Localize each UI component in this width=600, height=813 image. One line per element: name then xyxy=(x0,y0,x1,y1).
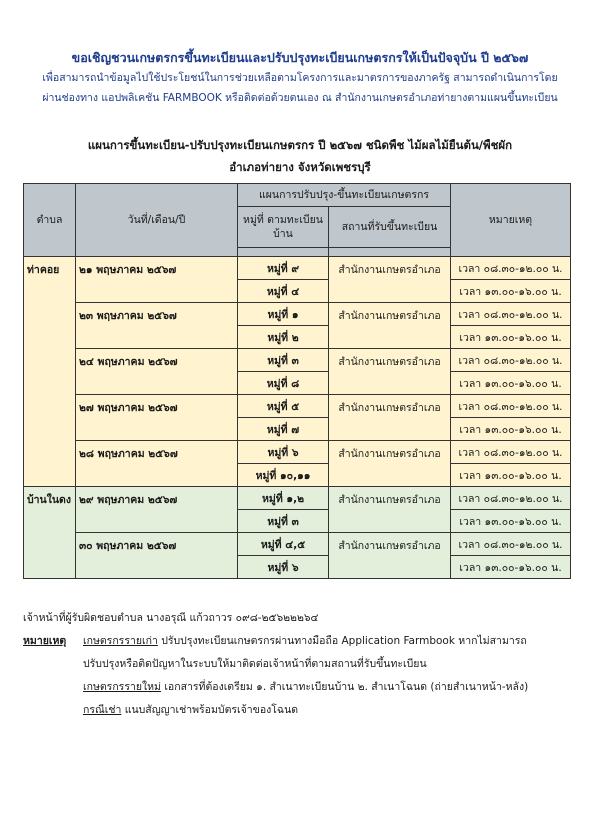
place-cell: สำนักงานเกษตรอำเภอ xyxy=(329,257,451,303)
village-cell: หมู่ที่ ๑ xyxy=(238,303,329,326)
time-note-cell: เวลา ๑๓.๐๐-๑๖.๐๐ น. xyxy=(451,280,571,303)
time-note-cell: เวลา ๐๘.๓๐-๑๒.๐๐ น. xyxy=(451,257,571,280)
time-note-cell: เวลา ๑๓.๐๐-๑๖.๐๐ น. xyxy=(451,556,571,579)
date-cell: ๒๓ พฤษภาคม ๒๕๖๗ xyxy=(76,303,238,349)
subdistrict-cell: ท่าคอย xyxy=(24,257,76,487)
old-farmer-text-2: ปรับปรุงหรือติดปัญหาในระบบให้มาติดต่อเจ้าหน้าที่ตามสถานที่รับขึ้นทะเบียน xyxy=(83,658,427,670)
header-place: สถานที่รับขึ้นทะเบียน xyxy=(329,207,451,248)
time-note-cell: เวลา ๐๘.๓๐-๑๒.๐๐ น. xyxy=(451,441,571,464)
village-cell: หมู่ที่ ๔,๕ xyxy=(238,533,329,556)
village-cell: หมู่ที่ ๓ xyxy=(238,510,329,533)
officer-contact: เจ้าหน้าที่ผู้รับผิดชอบตำบล นางอรุณี แก้วถาวร ๐๙๘-๒๕๖๒๒๒๖๔ xyxy=(23,612,319,624)
plan-subtitle: อำเภอท่ายาง จังหวัดเพชรบุรี xyxy=(229,160,371,174)
table-row xyxy=(24,349,571,372)
time-note-cell: เวลา ๐๘.๓๐-๑๒.๐๐ น. xyxy=(451,349,571,372)
village-cell: หมู่ที่ ๕ xyxy=(238,395,329,418)
header-plan-group: แผนการปรับปรุง-ขึ้นทะเบียนเกษตรกร xyxy=(238,184,451,207)
village-cell: หมู่ที่ ๗ xyxy=(238,418,329,441)
table-row xyxy=(24,441,571,464)
date-cell: ๒๙ พฤษภาคม ๒๕๖๗ xyxy=(76,487,238,533)
old-farmer-label: เกษตรกรรายเก่า xyxy=(83,635,158,647)
village-cell: หมู่ที่ ๖ xyxy=(238,441,329,464)
time-note-cell: เวลา ๐๘.๓๐-๑๒.๐๐ น. xyxy=(451,487,571,510)
village-cell: หมู่ที่ ๓ xyxy=(238,349,329,372)
lease-text: แนบสัญญาเช่าพร้อมบัตรเจ้าของโฉนด xyxy=(121,704,299,716)
schedule-table xyxy=(23,183,571,579)
table-row xyxy=(24,257,571,280)
time-note-cell: เวลา ๑๓.๐๐-๑๖.๐๐ น. xyxy=(451,326,571,349)
header-note: หมายเหตุ xyxy=(451,184,571,257)
table-row xyxy=(24,303,571,326)
place-cell: สำนักงานเกษตรอำเภอ xyxy=(329,349,451,395)
village-cell: หมู่ที่ ๑,๒ xyxy=(238,487,329,510)
time-note-cell: เวลา ๐๘.๓๐-๑๒.๐๐ น. xyxy=(451,395,571,418)
time-note-cell: เวลา ๑๓.๐๐-๑๖.๐๐ น. xyxy=(451,464,571,487)
date-cell: ๓๐ พฤษภาคม ๒๕๖๗ xyxy=(76,533,238,579)
place-cell: สำนักงานเกษตรอำเภอ xyxy=(329,441,451,487)
header-subdistrict: ตำบล xyxy=(24,184,76,257)
time-note-cell: เวลา ๑๓.๐๐-๑๖.๐๐ น. xyxy=(451,510,571,533)
note-label: หมายเหตุ xyxy=(23,635,67,647)
place-cell: สำนักงานเกษตรอำเภอ xyxy=(329,487,451,533)
announcement-header xyxy=(0,48,600,108)
announcement-title: ขอเชิญชวนเกษตรกรขึ้นทะเบียนและปรับปรุงทะเบียนเกษตรกรให้เป็นปัจจุบัน ปี ๒๕๖๗ xyxy=(71,50,529,65)
village-cell: หมู่ที่ ๔ xyxy=(238,280,329,303)
village-cell: หมู่ที่ ๘ xyxy=(238,372,329,395)
place-cell: สำนักงานเกษตรอำเภอ xyxy=(329,395,451,441)
new-farmer-label: เกษตรกรรายใหม่ xyxy=(83,681,161,693)
old-farmer-text: ปรับปรุงทะเบียนเกษตรกรผ่านทางมือถือ Application Farmbook หากไม่สามารถ xyxy=(157,635,527,647)
announcement-line-2: ผ่านช่องทาง แอปพลิเคชัน FARMBOOK หรือติดต่อด้วยตนเอง ณ สำนักงานเกษตรอำเภอท่ายางตามแผนขึ้นทะเบียน xyxy=(42,92,558,104)
header-village: หมู่ที่ ตามทะเบียนบ้าน xyxy=(238,207,329,248)
date-cell: ๒๘ พฤษภาคม ๒๕๖๗ xyxy=(76,441,238,487)
table-row xyxy=(24,533,571,556)
time-note-cell: เวลา ๑๓.๐๐-๑๖.๐๐ น. xyxy=(451,372,571,395)
footer-notes xyxy=(23,607,583,722)
place-cell: สำนักงานเกษตรอำเภอ xyxy=(329,533,451,579)
village-cell: หมู่ที่ ๒ xyxy=(238,326,329,349)
time-note-cell: เวลา ๐๘.๓๐-๑๒.๐๐ น. xyxy=(451,533,571,556)
new-farmer-text: เอกสารที่ต้องเตรียม ๑. สำเนาทะเบียนบ้าน ๒. สำเนาโฉนด (ถ่ายสำเนาหน้า-หลัง) xyxy=(160,681,529,693)
table-row xyxy=(24,487,571,510)
subdistrict-cell: บ้านในดง xyxy=(24,487,76,579)
lease-label: กรณีเช่า xyxy=(83,704,122,716)
village-cell: หมู่ที่ ๙ xyxy=(238,257,329,280)
plan-title: แผนการขึ้นทะเบียน-ปรับปรุงทะเบียนเกษตรกร ปี ๒๕๖๗ ชนิดพืช ไม้ผลไม้ยืนต้น/พืชผัก xyxy=(87,138,513,152)
header-date: วันที่/เดือน/ปี xyxy=(76,184,238,257)
time-note-cell: เวลา ๑๓.๐๐-๑๖.๐๐ น. xyxy=(451,418,571,441)
time-note-cell: เวลา ๐๘.๓๐-๑๒.๐๐ น. xyxy=(451,303,571,326)
announcement-line-1: เพื่อสามารถนำข้อมูลไปใช้ประโยชน์ในการช่วยเหลือตามโครงการและมาตรการของภาครัฐ สามารถดำเนินการโดย xyxy=(42,72,558,84)
date-cell: ๒๔ พฤษภาคม ๒๕๖๗ xyxy=(76,349,238,395)
date-cell: ๒๗ พฤษภาคม ๒๕๖๗ xyxy=(76,395,238,441)
village-cell: หมู่ที่ ๑๐,๑๑ xyxy=(238,464,329,487)
village-cell: หมู่ที่ ๖ xyxy=(238,556,329,579)
place-cell: สำนักงานเกษตรอำเภอ xyxy=(329,303,451,349)
date-cell: ๒๑ พฤษภาคม ๒๕๖๗ xyxy=(76,257,238,303)
table-row xyxy=(24,395,571,418)
